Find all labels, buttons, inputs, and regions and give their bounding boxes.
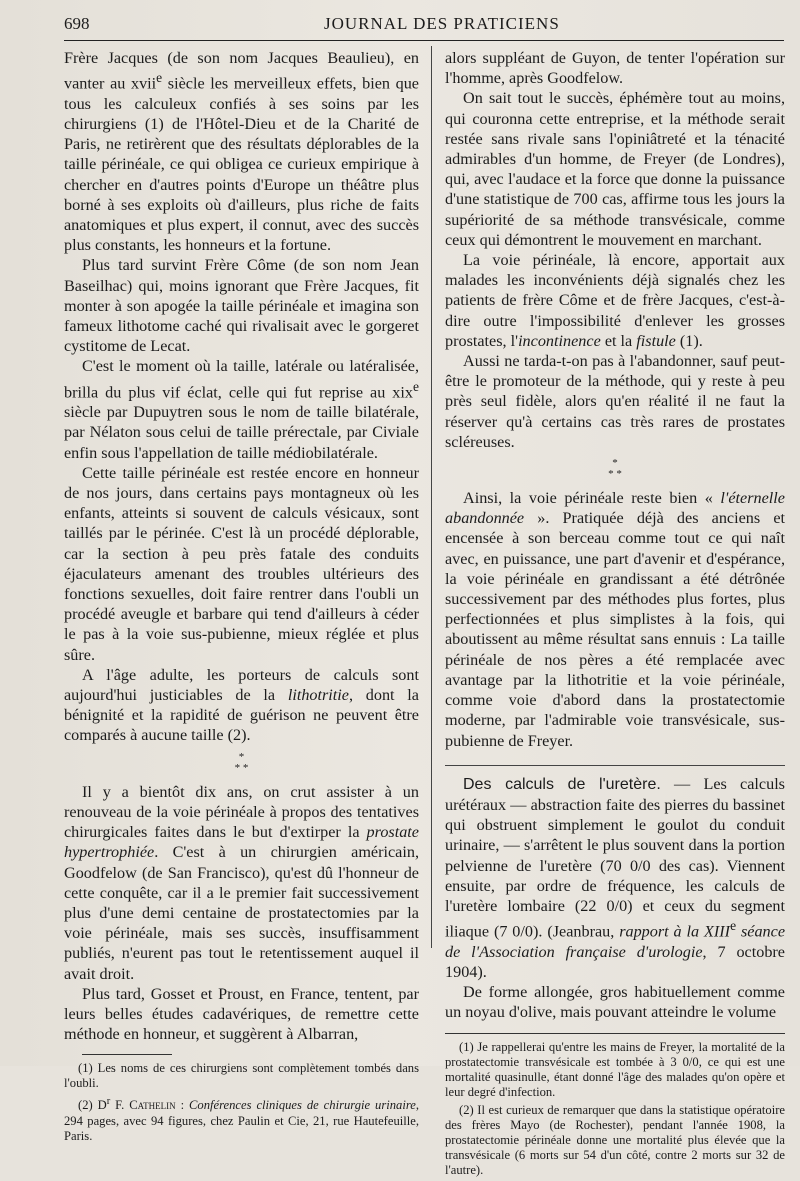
footnote-rule [445, 1033, 785, 1034]
section-title: Des calculs de l'uretère. [463, 775, 661, 793]
paragraph: Aussi ne tarda-t-on pas à l'abandonner, sauf peut-être le promoteur de la méthode, qui y reste à peu près seul fidèle, alors qu'en réalité il ne faut la réserver qu'à certains cas très rares de prostates scléreuses. [445, 352, 785, 451]
section-separator-stars: * * * [234, 750, 249, 774]
paragraph: La voie périnéale, là encore, apportait aux malades les inconvénients déjà signalés chez les patients de frère Côme et de frère Jacques, c'est-à-dire outre l'impossibilité d'enlever les grosses prostates, l'incontinence et la fistule (1). [445, 251, 785, 350]
paragraph: A l'âge adulte, les porteurs de calculs sont aujourd'hui justiciables de la lithotritie, dont la bénignité et la rapidité de guérison ne peuvent être comparés à aucune taille (2). [64, 665, 419, 745]
footnote: (2) $D^r$ F. Cathelin : Conférences cliniques de chirurgie urinaire, 294 pages, avec 94 figures, chez Paulin et Cie, 21, rue Hautefeuille, Paris. [64, 1096, 419, 1143]
footnote: (1) Je rappellerai qu'entre les mains de Freyer, la mortalité de la prostatectomie transvésicale est tombée à 3 0/0, ce qui est une mortalité quasinulle, étant donné l'âge des malades qu'on opère et leur degré d'infection. [445, 1039, 785, 1099]
footnote-rule [82, 1054, 172, 1055]
section-rule [445, 765, 785, 766]
paragraph: Des calculs de l'uretère. — Les calculs urétéraux — abstraction faite des pierres du bassinet qui obstruent simplement le goulot du conduit urinaire, — s'arrêtent le plus souvent dans la portion pelvienne de l'uretère (70 0/0 des cas). Viennent ensuite, par ordre de fréquence, les calculs de l'uretère lombaire (22 0/0) et ceux du segment iliaque (7 0/0). (Jeanbrau, rapport à la XIIIe séance de l'Association française d'urologie, 7 octobre 1904). [445, 774, 786, 981]
column-divider [431, 46, 432, 948]
right-column [445, 48, 785, 1181]
paragraph: Il y a bientôt dix ans, on crut assister à un renouveau de la voie périnéale à propos des tentatives chirurgicales faites dans le but d'extirper la prostate hypertrophiée. C'est à un chirurgien américain, Goodfelow (de San Francisco), qu'est dû l'honneur de cette conquête, car il a le premier fait successivement plus d'une demi centaine de prostatectomies par la voie périnéale, mais ses succès, insuffisamment publiés, n'eurent pas tout le retentissement auquel il avait droit. [64, 782, 419, 983]
paragraph: Cette taille périnéale est restée encore en honneur de nos jours, dans certains pays montagneux où les enfants, atteints si souvent de calculs vésicaux, sont taillés par le périnée. C'est là un procédé déplorable, car la section à peu près fatale des conduits éjaculateurs amenant des troubles ultérieurs des fonctions sexuelles, doit faire rentrer dans l'oubli un procédé aveugle et barbare qui tend d'ailleurs à céder le pas à la voie sus-pubienne, mieux réglée et plus sûre. [64, 463, 419, 664]
left-column [64, 48, 419, 1147]
paragraph: Frère Jacques (de son nom Jacques Beaulieu), en vanter au xvii$^e$ siècle les merveilleux effets, bien que tous les calculeux confiés à ses soins par les chirurgiens (1) de l'Hôtel-Dieu et de la Charité de Paris, ne retirèrent que des résultats déplorables de la taille périnéale, ce qui obligea ce curieux empirique à chercher en d'autres points d'Europe un théâtre plus borné à ses exploits où d'ailleurs, plus riche de faits anatomiques et plus expert, il connut, avec des succès plus constants, les honneurs et la fortune. [64, 49, 419, 255]
paragraph: On sait tout le succès, éphémère tout au moins, qui couronna cette entreprise, et la méthode serait restée sans rivale sans l'opiniâtreté et la ténacité admirables d'un homme, de Freyer (de Londres), qui, avec l'audace et la force que donne la puissance d'une statistique de 700 cas, affirme tous les jours la supériorité de sa méthode transvésicale, comme ceux qui démontrent le mouvement en marchant. [445, 89, 785, 249]
paragraph: Plus tard, Gosset et Proust, en France, tentent, par leurs belles études cadavériques, de remettre cette méthode en honneur, et suggèrent à Albarran, [64, 984, 419, 1044]
paragraph: C'est le moment où la taille, latérale ou latéralisée, brilla du plus vif éclat, celle qui fut reprise au xix$^e$ siècle par Dupuytren sous le nom de taille bilatérale, par Nélaton sous celui de taille prérectale, par Civiale enfin sous l'appellation de taille médiobilatérale. [64, 357, 419, 462]
running-title: JOURNAL DES PRATICIENS [324, 14, 560, 33]
footnote: (2) Il est curieux de remarquer que dans la statistique opératoire des frères Mayo (de Rochester), pendant l'année 1908, la prostatectomie périnéale donne une mortalité plus élevée que la transvésicale (6 morts sur 54 d'un côté, contre 2 morts sur 32 de l'autre). [445, 1102, 785, 1177]
paragraph: De forme allongée, gros habituellement comme un noyau d'olive, mais pouvant atteindre le volume [445, 983, 785, 1022]
paragraph: Plus tard survint Frère Côme (de son nom Jean Baseilhac) qui, moins ignorant que Frère Jacques, fit monter à son apogée la taille périnéale et imagina son fameux lithotome caché qui rivalisait avec le gorgeret cystitome de Lecat. [64, 256, 419, 356]
header-rule [64, 40, 784, 41]
page-number: 698 [64, 14, 90, 33]
paragraph: Ainsi, la voie périnéale reste bien « l'éternelle abandonnée ». Pratiquée déjà des anciens et encensée à son berceau comme tout ce qui naît avec, en puissance, une part d'avenir et d'espérance, la voie périnéale en grandissant a été détrônée successivement par des méthodes plus fortes, plus perfectionnées et plus simplistes à la fois, qui aboutissent au même résultat sans ennuis : La taille périnéale de nos pères a été remplacée avec avantage par la lithotritie et la voie périnéale, comme voie d'abord dans la prostatectomie moderne, par l'admirable voie transvésicale, sus-pubienne de Freyer. [445, 489, 785, 750]
page-header [64, 12, 784, 38]
paragraph: alors suppléant de Guyon, de tenter l'opération sur l'homme, après Goodfelow. [445, 49, 785, 88]
section-separator-stars: * * * [608, 457, 622, 481]
footnote: (1) Les noms de ces chirurgiens sont complètement tombés dans l'oubli. [64, 1061, 419, 1091]
